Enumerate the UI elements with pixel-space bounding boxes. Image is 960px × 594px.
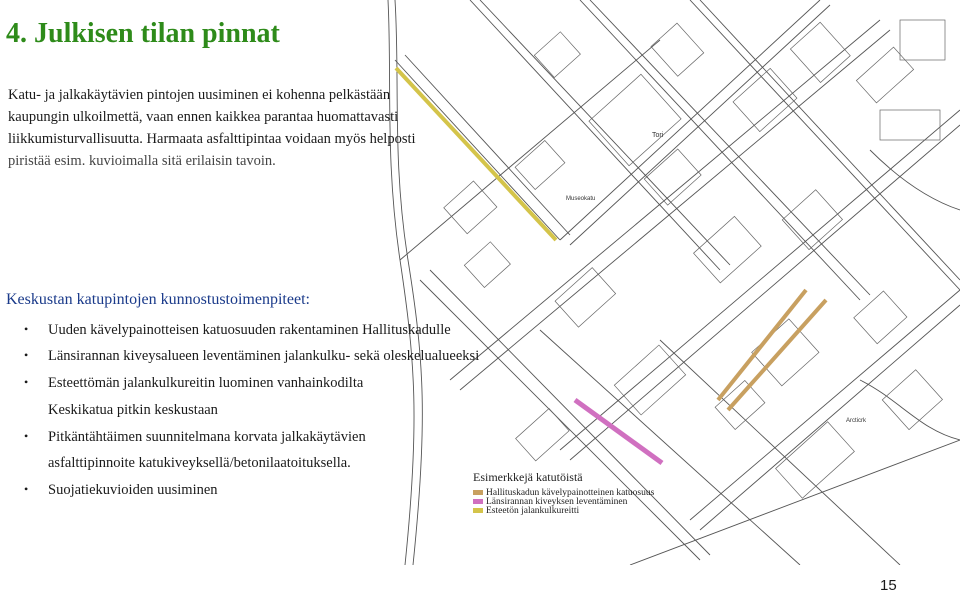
route-tan-a: [718, 290, 806, 400]
page-title: 4. Julkisen tilan pinnat: [6, 18, 280, 49]
measures-heading: Keskustan katupintojen kunnostustoimenpiteet:: [6, 291, 310, 308]
legend-label: Länsirannan kiveyksen leventäminen: [486, 496, 628, 507]
bullet-icon: •: [24, 322, 29, 336]
intro-line: liikkumisturvallisuutta. Harmaata asfalttipintaa voidaan myös helposti: [8, 131, 416, 147]
intro-paragraph: [8, 84, 448, 172]
legend-label: Hallituskadun kävelypainotteinen katuosuus: [486, 487, 655, 498]
legend-title: Esimerkkejä katutöistä: [473, 470, 583, 484]
bullet-icon: •: [24, 482, 29, 496]
legend-swatch: [473, 490, 483, 495]
map-legend: [470, 470, 655, 520]
route-tan-b: [728, 300, 826, 410]
intro-line: Katu- ja jalkakäytävien pintojen uusiminen ei kohenna pelkästään: [8, 87, 391, 103]
map-label-arcticrk: Arcticrk: [846, 418, 866, 424]
list-item-text: Suojatiekuvioiden uusiminen: [48, 482, 218, 498]
page-number: 15: [880, 577, 897, 594]
intro-line: piristää esim. kuvioimalla sitä erilaisin tavoin.: [8, 153, 276, 169]
list-item-text: Keskikatua pitkin keskustaan: [48, 402, 218, 418]
bullet-icon: •: [24, 348, 29, 362]
legend-label: Esteetön jalankulkureitti: [486, 505, 580, 516]
list-item-text: Länsirannan kiveysalueen leventäminen jalankulku- sekä oleskelualueeksi: [48, 348, 480, 364]
bullet-icon: •: [24, 429, 29, 443]
map-blocks: [444, 20, 945, 498]
list-item-text: Pitkäntähtäimen suunnitelmana korvata jalkakäytävien: [48, 429, 366, 445]
list-item-text: Uuden kävelypainotteisen katuosuuden rakentaminen Hallituskadulle: [48, 322, 451, 338]
map-label-museokatu: Museokatu: [566, 196, 596, 202]
map-label-tori: Tori: [652, 132, 664, 139]
intro-line: kaupungin ulkoilmettä, vaan ennen kaikkea parantaa huomattavasti: [8, 109, 399, 125]
legend-item: [473, 506, 579, 515]
list-item-text: Esteettömän jalankulkureitin luominen vanhainkodilta: [48, 375, 364, 391]
bullet-icon: •: [24, 375, 29, 389]
legend-swatch: [473, 499, 483, 504]
legend-swatch: [473, 508, 483, 513]
list-item-text: asfalttipinnoite katukiveyksellä/betonilaatoituksella.: [48, 455, 351, 471]
